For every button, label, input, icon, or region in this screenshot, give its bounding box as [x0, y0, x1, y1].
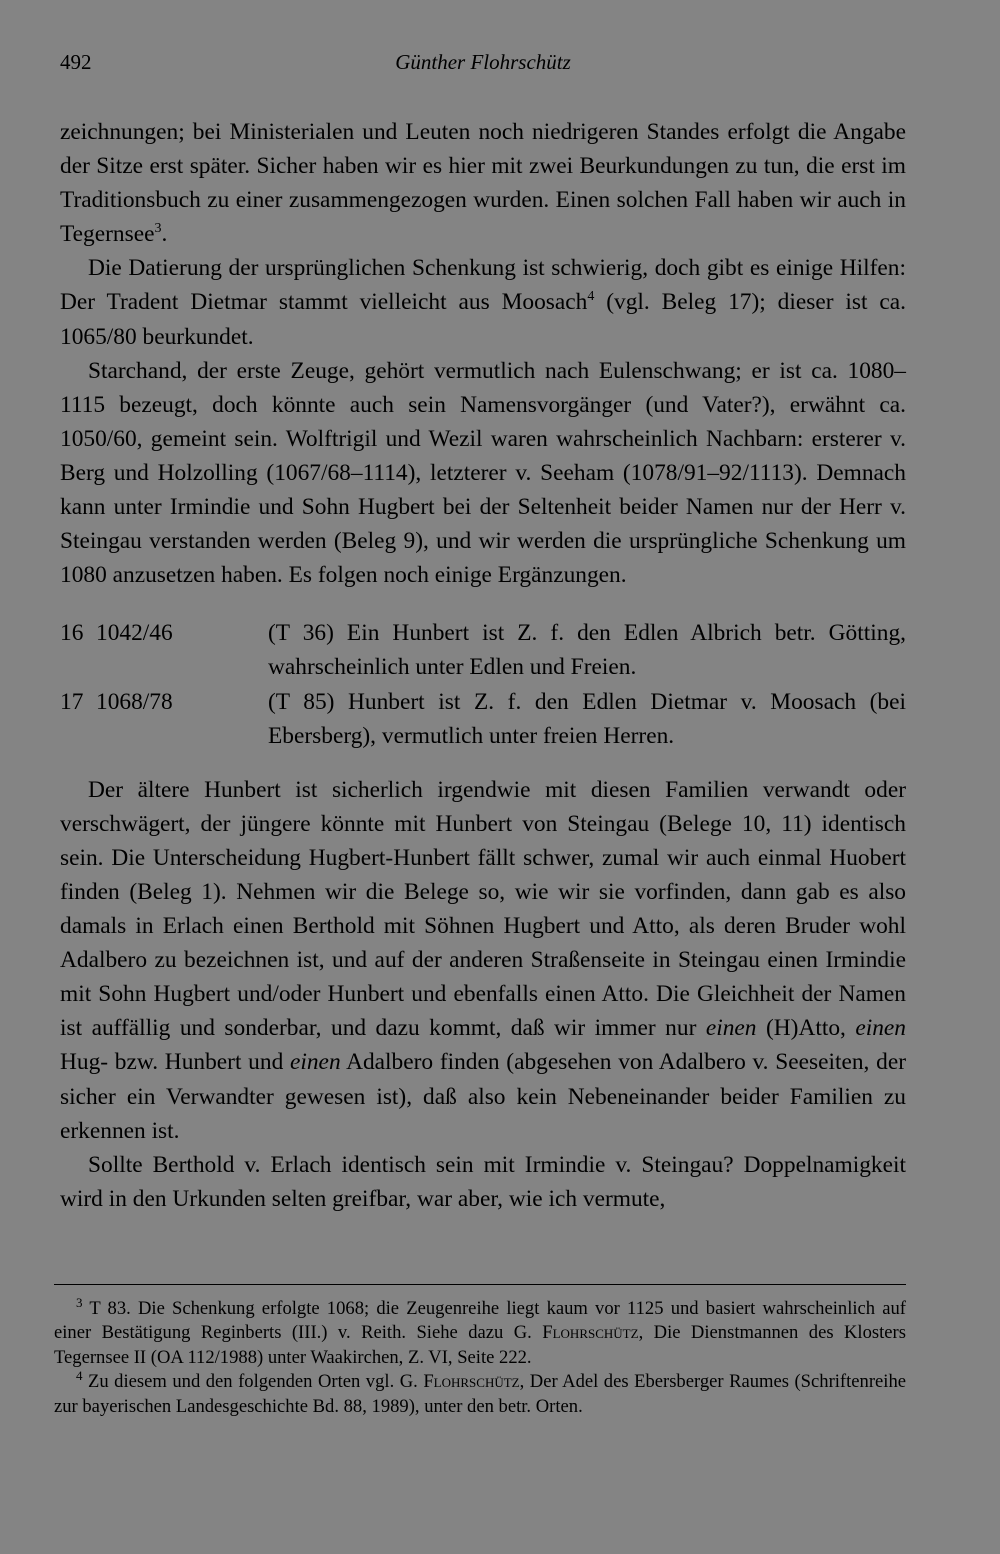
entry-row — [60, 685, 906, 753]
paragraph-4: Der ältere Hunbert ist sicherlich irgendwie mit diesen Familien verwandt oder verschwägert, der jüngere könnte mit Hunbert von Steingau (Belege 10, 11) identisch sein. Die Unterscheidung Hugbert-Hunbert fällt schwer, zumal wir auch einmal Huobert finden (Beleg 1). Nehmen wir die Belege so, wie wir sie vorfinden, dann gab es also damals in Erlach einen Berthold mit Söhnen Hugbert und Atto, als deren Bruder wohl Adalbero zu bezeichnen ist, und auf der anderen Straßenseite in Steingau einen Irmindie mit Sohn Hugbert und/oder Hunbert und ebenfalls einen Atto. Die Gleichheit der Namen ist auffällig und sonderbar, und dazu kommt, daß wir immer nur einen (H)Atto, einen Hug- bzw. Hunbert und einen Adalbero finden (abgesehen von Adalbero v. Seeseiten, der sicher ein Verwandter gewesen ist), daß also kein Nebeneinander beider Familien zu erkennen ist. — [60, 776, 906, 1144]
entry-date: 1042/46 — [96, 620, 173, 647]
emphasis: einen — [705, 1015, 757, 1042]
running-title: Günther Flohrschütz — [395, 50, 571, 74]
emphasis: einen — [855, 1015, 906, 1042]
paragraph-1: zeichnungen; bei Ministerialen und Leuten noch niedrigeren Standes erfolgt die Angabe der Sitze erst später. Sicher haben wir es hier mit zwei Beurkundungen zu tun, die erst im Traditionsbuch zu einer zusammengezogen wurden. Einen solchen Fall haben wir auch in Tegernsee$^3$. — [60, 119, 906, 248]
page-number: 492 — [60, 50, 92, 74]
entry-row — [60, 616, 906, 684]
footnotes — [54, 1284, 906, 1419]
emphasis: einen — [289, 1049, 341, 1076]
footnote-ref-4: 4 — [587, 289, 595, 305]
entry-text: (T 85) Hunbert ist Z. f. den Edlen Dietmar v. Moosach (bei Ebersberg), vermutlich unter freien Herren. — [268, 688, 906, 749]
paragraph-5: Sollte Berthold v. Erlach identisch sein mit Irmindie v. Steingau? Doppelnamigkeit wird in den Urkunden selten greifbar, war aber, wie ich vermute, — [60, 1151, 906, 1212]
footnote-divider — [54, 1284, 906, 1285]
paragraph-2: Die Datierung der ursprünglichen Schenkung ist schwierig, doch gibt es einige Hilfen: Der Tradent Dietmar stammt vielleicht aus Moosach$^4$ (vgl. Beleg 17); dieser ist ca. 1065/80 beurkundet. — [60, 255, 906, 350]
footnote-ref-3: 3 — [154, 221, 162, 237]
entry-number: 17 — [60, 688, 84, 715]
paragraph-3: Starchand, der erste Zeuge, gehört vermutlich nach Eulenschwang; er ist ca. 1080–1115 bezeugt, doch könnte auch sein Namensvorgänger (und Vater?), erwähnt ca. 1050/60, gemeint sein. Wolftrigil und Wezil waren wahrscheinlich Nachbarn: ersterer v. Berg und Holzolling (1067/68–1114), letzterer v. Seeham (1078/91–92/1113). Demnach kann unter Irmindie und Sohn Hugbert bei der Seltenheit beider Namen nur der Herr v. Steingau verstanden werden (Beleg 9), und wir werden die ursprüngliche Schenkung um 1080 anzusetzen haben. Es folgen noch einige Ergänzungen. — [60, 357, 906, 589]
main-text — [60, 115, 906, 1216]
entry-text: (T 36) Ein Hunbert ist Z. f. den Edlen Albrich betr. Götting, wahrscheinlich unter Edlen und Freien. — [268, 620, 906, 681]
footnote-mark: 3 — [76, 1294, 83, 1310]
footnote-mark: 4 — [76, 1368, 83, 1384]
author-name: Flohrschütz — [542, 1322, 639, 1344]
footnote-3: $^3$ T 83. Die Schenkung erfolgte 1068; die Zeugenreihe liegt kaum vor 1125 und basiert wahrscheinlich auf einer Bestätigung Reginberts (III.) v. Reith. Siehe dazu G. Flohrschütz, Die Dienstmannen des Klosters Tegernsee II (OA 112/1988) unter Waakirchen, Z. VI, Seite 222. — [54, 1294, 906, 1368]
entry-number: 16 — [60, 620, 84, 647]
footnote-4: $^4$ Zu diesem und den folgenden Orten vgl. G. Flohrschütz, Der Adel des Ebersberger Raumes (Schriftenreihe zur bayerischen Landesgeschichte Bd. 88, 1989), unter den betr. Orten. — [54, 1368, 907, 1417]
author-name: Flohrschütz — [423, 1371, 520, 1393]
running-head — [60, 50, 906, 80]
entry-date: 1068/78 — [96, 688, 173, 715]
